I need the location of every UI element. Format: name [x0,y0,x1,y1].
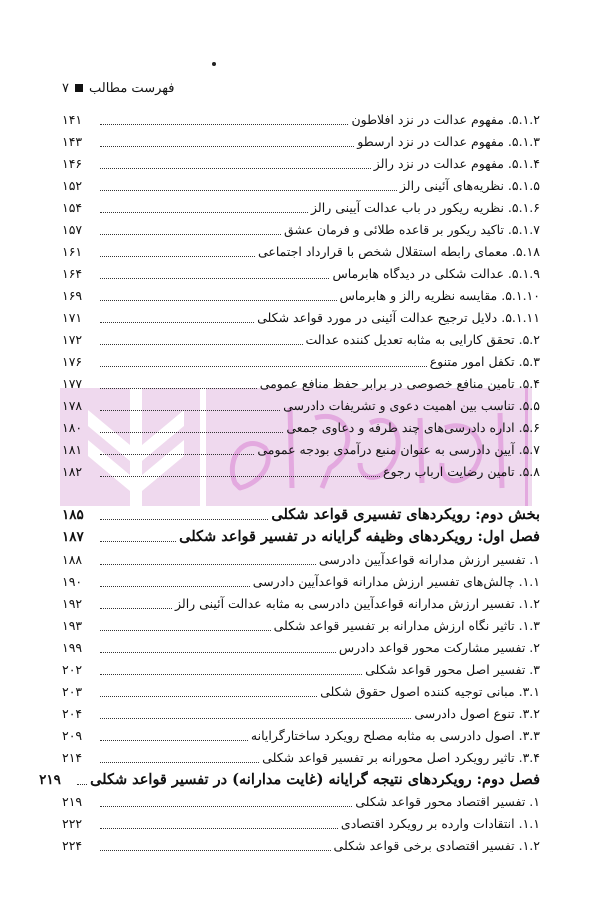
toc-entry-title: ۵.۴. تامین منافع خصوصی در برابر حفظ منافع عمومی [259,376,540,391]
dot-leader [100,652,336,653]
dot-leader [100,432,283,433]
toc-entry[interactable] [62,308,540,328]
toc-entry-title: ۵.۱.۲. مفهوم عدالت در نزد افلاطون [351,112,540,127]
toc-entry[interactable] [62,550,540,570]
dot-leader [100,586,250,587]
toc-entry-title: ۲. تفسیر مشارکت محور قواعد دادرس [338,640,540,655]
toc-heading[interactable] [39,770,540,790]
toc-entry[interactable] [62,704,540,724]
toc-entry[interactable] [62,110,540,130]
toc-page-number: ۲۱۹ [39,772,61,788]
toc-page-number: ۱۵۲ [62,178,83,193]
toc-page-number: ۲۱۴ [62,750,83,765]
toc-entry[interactable] [62,594,540,614]
dot-leader [100,828,338,829]
toc-page-number: ۱۹۰ [62,574,83,589]
toc-entry[interactable] [62,132,540,152]
toc-page-number: ۱۴۶ [62,156,83,171]
dot-leader [100,806,352,807]
toc-entry-title: ۳.۱. مبانی توجیه کننده اصول حقوق شکلی [320,684,540,699]
running-head-page-number: ۷ [62,80,69,96]
dot-leader [100,608,172,609]
toc-entry-title: ۵.۵. تناسب بین اهمیت دعوی و تشریفات دادرسی [283,398,540,413]
toc-entry[interactable] [62,792,540,812]
toc-page-number: ۲۰۳ [62,684,83,699]
dot-leader [100,344,303,345]
toc-page-number: ۲۱۹ [62,794,83,809]
toc-page-number: ۱۸۰ [62,420,83,435]
toc-page-number: ۱۶۴ [62,266,83,281]
toc-heading[interactable] [62,527,540,547]
toc-entry-title: ۵.۱.۷. تاکید ریکور بر قاعده طلائی و فرمان عشق [284,222,540,237]
toc-page-number: ۱۸۸ [62,552,83,567]
toc-entry[interactable] [62,154,540,174]
running-head-title: فهرست مطالب [88,80,175,96]
toc-entry-title: ۵.۷. آیین دادرسی به عنوان منبع درآمدی بودجه عمومی [257,442,540,457]
dot-leader [100,146,354,147]
toc-entry-title: ۵.۱۸. معمای رابطه استقلال شخص با قرارداد اجتماعی [258,244,540,259]
dot-leader [100,190,397,191]
toc-page-number: ۱۸۵ [62,507,84,523]
dot-leader [100,696,317,697]
toc-entry-title: فصل دوم: رویکردهای نتیجه گرایانه (غایت مدارانه) در تفسیر قواعد شکلی [90,771,540,788]
toc-entry-title: ۵.۶. اداره دادرسی‌های چند طرفه و دعاوی جمعی [286,420,540,435]
toc-entry[interactable] [62,176,540,196]
toc-entry[interactable] [62,374,540,394]
toc-entry[interactable] [62,264,540,284]
toc-entry-title: ۳.۲. تنوع اصول دادرسی [414,706,540,721]
dot-leader [100,278,329,279]
toc-page-number: ۲۰۲ [62,662,83,677]
toc-page-number: ۱۵۷ [62,222,83,237]
toc-entry[interactable] [62,198,540,218]
toc-entry[interactable] [62,814,540,834]
dot-leader [100,850,331,851]
toc-entry-title: فصل اول: رویکردهای وظیفه گرایانه در تفسیر قواعد شکلی [179,528,540,545]
toc-page-number: ۱۴۱ [62,112,83,127]
dot-leader [100,519,268,520]
toc-page-number: ۱۷۷ [62,376,83,391]
toc-entry-title: ۱. تفسیر ارزش مدارانه قواعدآیین دادرسی [318,552,540,567]
toc-entry-title: ۱. تفسیر اقتصاد محور قواعد شکلی [355,794,540,809]
dot-leader [100,256,255,257]
toc-entry[interactable] [62,440,540,460]
toc-entry-title: ۵.۱.۹. عدالت شکلی در دیدگاه هابرماس [332,266,540,281]
toc-entry[interactable] [62,572,540,592]
toc-page-number: ۱۷۲ [62,332,83,347]
toc-page-number: ۱۶۹ [62,288,83,303]
toc-entry[interactable] [62,682,540,702]
toc-entry[interactable] [62,396,540,416]
dot-leader [77,784,87,785]
toc-entry-title: ۱.۲. تفسیر اقتصادی برخی قواعد شکلی [333,838,540,853]
toc-entry[interactable] [62,352,540,372]
dot-leader [100,564,316,565]
dot-leader [100,718,411,719]
toc-entry-title: ۱.۲. تفسیر ارزش مدارانه قواعدآیین دادرسی به مثابه عدالت آئینی رالز [174,596,540,611]
toc-entry-title: ۱.۱. انتقادات وارده بر رویکرد اقتصادی [340,816,540,831]
toc-entry-title: ۳.۴. تاثیر رویکرد اصل محورانه بر تفسیر قواعد شکلی [262,750,540,765]
dot-leader [100,300,337,301]
toc-page-number: ۱۹۹ [62,640,83,655]
toc-page-number: ۲۲۲ [62,816,83,831]
toc-heading[interactable] [62,505,540,525]
toc-page-number: ۱۷۱ [62,310,83,325]
toc-page-number: ۱۴۳ [62,134,83,149]
toc-page-number: ۱۵۴ [62,200,83,215]
running-head [62,78,174,98]
dot-leader [100,124,348,125]
dot-leader [100,541,176,542]
dot-leader [100,740,248,741]
toc-page-number: ۱۷۶ [62,354,83,369]
toc-page-number: ۱۸۱ [62,442,83,457]
toc-entry-title: ۱.۳. تاثیر نگاه ارزش مدارانه بر تفسیر قواعد شکلی [273,618,540,633]
toc-entry[interactable] [62,616,540,636]
toc-entry-title: ۵.۲. تحقق کارایی به مثابه تعدیل کننده عدالت [305,332,540,347]
toc-entry-title: ۵.۱.۱۱. دلایل ترجیح عدالت آئینی در مورد قواعد شکلی [257,310,540,325]
toc-entry[interactable] [62,242,540,262]
toc-entry-title: ۵.۱.۳. مفهوم عدالت در نزد ارسطو [357,134,540,149]
toc-entry[interactable] [62,462,540,482]
toc-entry-title: ۵.۳. تکفل امور متنوع [429,354,540,369]
dot-leader [100,168,371,169]
toc-entry-title: ۵.۱.۵. نظریه‌های آئینی رالز [399,178,540,193]
toc-entry[interactable] [62,726,540,746]
toc-page-number: ۲۰۴ [62,706,83,721]
toc-entry-title: ۵.۱.۱۰. مقایسه نظریه رالز و هابرماس [339,288,540,303]
dot-leader [100,454,254,455]
toc-entry[interactable] [62,836,540,856]
toc-entry[interactable] [62,418,540,438]
toc-entry[interactable] [62,660,540,680]
dot-leader [100,212,308,213]
toc-page-number: ۱۶۱ [62,244,83,259]
dot-leader [100,366,427,367]
toc-page-number: ۱۸۲ [62,464,83,479]
ink-dot [212,62,216,66]
toc-entry[interactable] [62,330,540,350]
dot-leader [100,410,280,411]
toc-page-number: ۱۹۳ [62,618,83,633]
toc-entry-title: بخش دوم: رویکردهای تفسیری قواعد شکلی [271,506,540,523]
dot-leader [100,476,380,477]
toc-entry[interactable] [62,638,540,658]
toc-page-number: ۲۲۴ [62,838,83,853]
dot-leader [100,388,257,389]
toc-page-number: ۲۰۹ [62,728,83,743]
dot-leader [100,322,254,323]
toc-entry-title: ۵.۱.۴. مفهوم عدالت در نزد رالز [373,156,540,171]
toc-entry[interactable] [62,220,540,240]
toc-entry[interactable] [62,286,540,306]
dot-leader [100,630,271,631]
dot-leader [100,762,259,763]
toc-page-number: ۱۹۲ [62,596,83,611]
dot-leader [100,234,281,235]
toc-entry[interactable] [62,748,540,768]
toc-entry-title: ۵.۱.۶. نظریه ریکور در باب عدالت آیینی رالز [311,200,540,215]
toc-entry-title: ۳.۳. اصول دادرسی به مثابه مصلح رویکرد ساختارگرایانه [250,728,540,743]
dot-leader [100,674,362,675]
toc-page-number: ۱۷۸ [62,398,83,413]
toc-page-number: ۱۸۷ [62,529,84,545]
toc-entry-title: ۳. تفسیر اصل محور قواعد شکلی [365,662,540,677]
toc-entry-title: ۵.۸. تامین رضایت ارباب رجوع [383,464,540,479]
toc-entry-title: ۱.۱. چالش‌های تفسیر ارزش مدارانه قواعدآیین دادرسی [252,574,540,589]
square-bullet-icon [75,84,83,92]
